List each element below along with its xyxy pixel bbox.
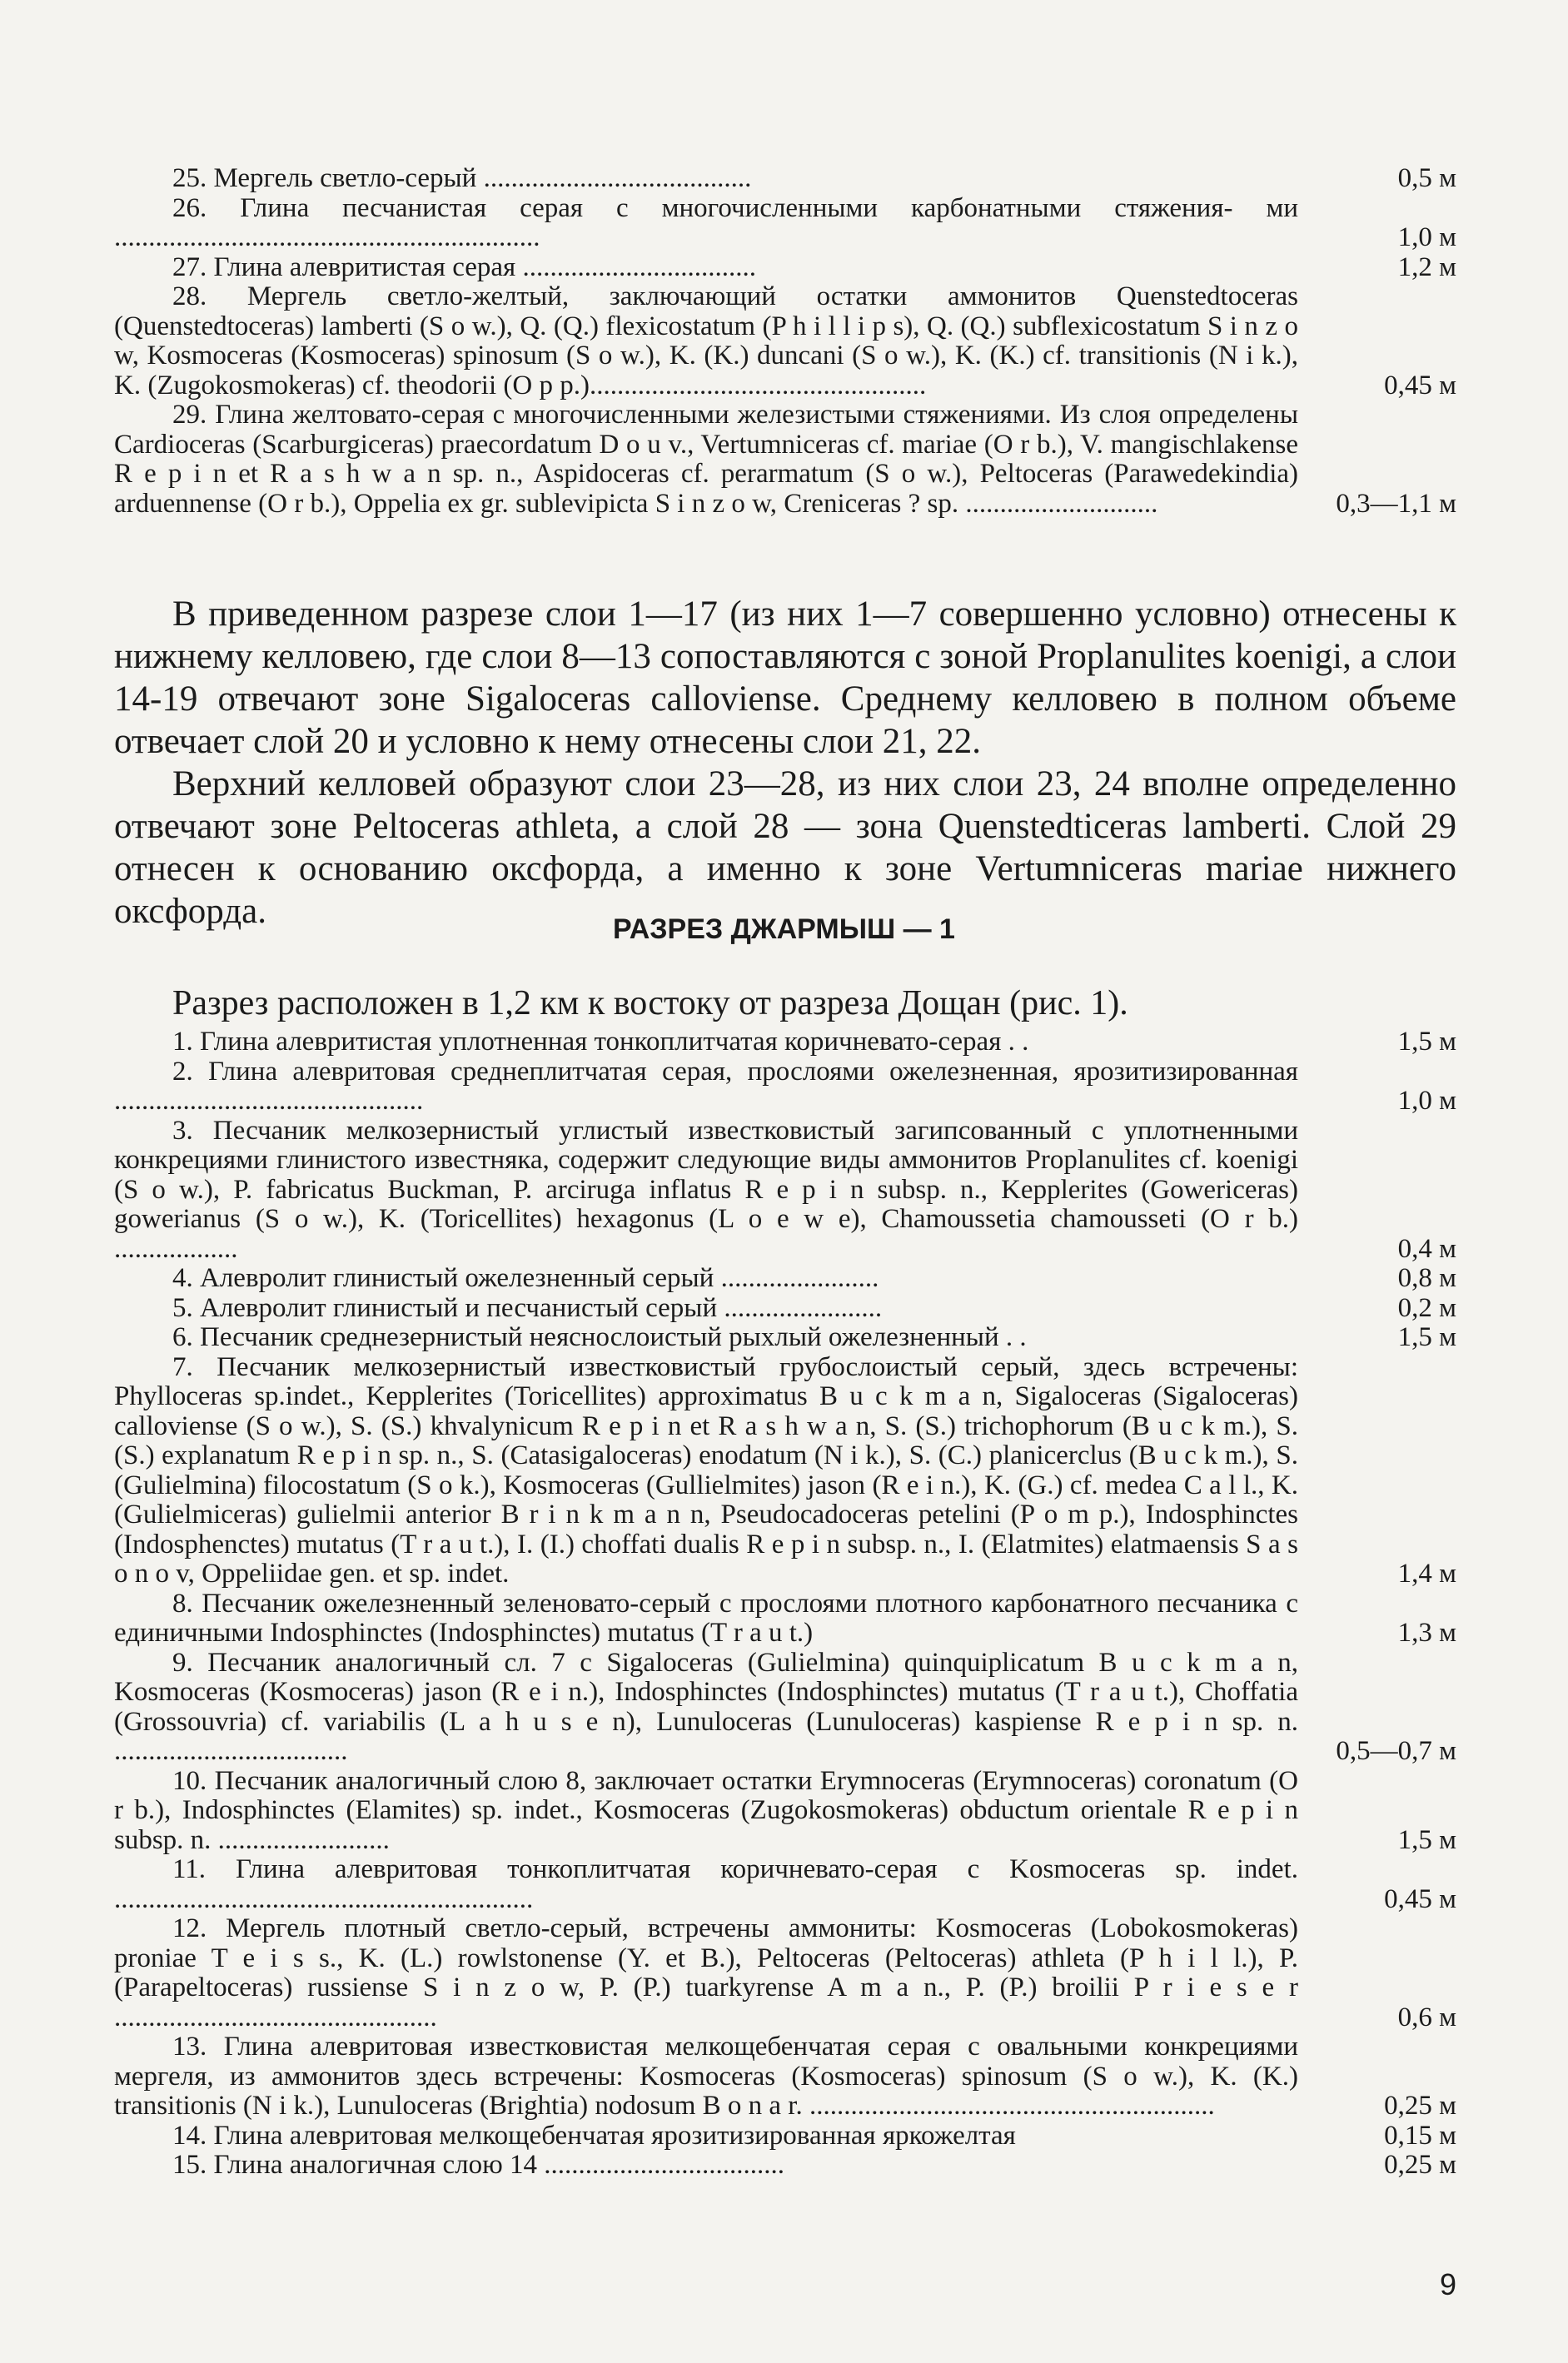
layer-thickness: 1,3 м: [1397, 1618, 1456, 1648]
layer-entry: [114, 2122, 1456, 2152]
layer-list-upper: [114, 164, 1456, 519]
layer-description: 28. Мергель светло-желтый, заключающий остатки аммонитов Quenstedtoceras (Quenstedtoceras) lamberti (S o w.), Q. (Q.) flexicostatum (P h i l l i p s), Q. (Q.) subflexicostatum S i n z o w, Kosmoceras (Kosmoceras) spinosum (S o w.), K. (K.) duncani (S o w.), K. (K.) cf. transitionis (N i k.), K. (Zugokosmokeras) cf. theodorii (O p p.).................................................: [114, 281, 1298, 400]
layer-thickness: 1,2 м: [1397, 251, 1456, 282]
layer-entry: [114, 1294, 1456, 1324]
layer-thickness: 0,45 м: [1384, 1883, 1456, 1914]
section-heading: РАЗРЕЗ ДЖАРМЫШ — 1: [613, 913, 955, 945]
layer-entry: [114, 1855, 1456, 1914]
layer-thickness: 0,5—0,7 м: [1336, 1736, 1456, 1766]
layer-entry: [114, 253, 1456, 283]
layer-description: 12. Мергель плотный светло-серый, встречены аммониты: Kosmoceras (Lobokosmokeras) proniae T e i s s., K. (L.) rowlstonense (Y. et B.), Peltoceras (Peltoceras) athleta (P h i l l.), P. (Parapeltoceras) russiense S i n z o w, P. (P.) tuarkyrense A m a n., P. (P.) broilii P r i e s e r ...............................................: [114, 1913, 1298, 2032]
layer-entry: [114, 1649, 1456, 1767]
layer-thickness: 0,6 м: [1397, 2002, 1456, 2032]
layer-thickness: 1,5 м: [1397, 1824, 1456, 1855]
layer-thickness: 0,45 м: [1384, 370, 1456, 400]
layer-thickness: 1,5 м: [1397, 1322, 1456, 1352]
layer-entry: [114, 400, 1456, 519]
layer-thickness: 0,5 м: [1397, 163, 1456, 193]
layer-description: 25. Мергель светло-серый .......................................: [172, 163, 752, 193]
layer-thickness: 0,4 м: [1397, 1233, 1456, 1264]
layer-description: 26. Глина песчанистая серая с многочисленными карбонатными стяжения- ми ..............................................................: [114, 192, 1298, 252]
layer-description: 27. Глина алевритистая серая ..................................: [172, 251, 756, 282]
layer-list-section: [114, 981, 1456, 2181]
layer-entry: [114, 2032, 1456, 2122]
layer-thickness: 0,2 м: [1397, 1292, 1456, 1323]
layer-description: 10. Песчаник аналогичный слою 8, заключает остатки Erymnoceras (Erymnoceras) coronatum (O r b.), Indosphinctes (Elamites) sp. indet., Kosmoceras (Zugokosmokeras) obductum orientale R e p i n subsp. n. .........................: [114, 1765, 1298, 1855]
layer-description: 15. Глина аналогичная слою 14 ...................................: [172, 2150, 785, 2180]
layer-description: 1. Глина алевритистая уплотненная тонкоплитчатая коричневато-серая . .: [172, 1027, 1029, 1057]
layer-thickness: 0,15 м: [1384, 2120, 1456, 2151]
layer-description: 29. Глина желтовато-серая с многочисленными железистыми стяжениями. Из слоя определены Cardioceras (Scarburgiceras) praecordatum D o u v., Vertumniceras cf. mariae (O r b.), V. mangischlakense R e p i n et R a s h w a n sp. n., Aspidoceras cf. perarmatum (S o w.), Peltoceras (Parawedekindia) arduennense (O r b.), Oppelia ex gr. sublevipicta S i n z o w, Creniceras ? sp. ............................: [114, 400, 1298, 519]
layer-thickness: 1,5 м: [1397, 1027, 1456, 1057]
layer-thickness: 0,8 м: [1397, 1263, 1456, 1293]
layer-entry: [114, 194, 1456, 253]
layer-entry: [114, 164, 1456, 194]
layer-entry: [114, 282, 1456, 400]
layer-thickness: 1,0 м: [1397, 1086, 1456, 1116]
discussion-text: [114, 593, 1456, 933]
layer-entry: [114, 1027, 1456, 1057]
layer-description: 4. Алевролит глинистый ожелезненный серый .......................: [172, 1263, 879, 1293]
layer-thickness: 0,3—1,1 м: [1336, 488, 1456, 519]
layer-description: 11. Глина алевритовая тонкоплитчатая коричневато-серая с Kosmoceras sp. indet. .............................................................: [114, 1854, 1298, 1914]
layer-description: 6. Песчаник среднезернистый неяснослоистый рыхлый ожелезненный . .: [172, 1322, 1027, 1352]
layer-description: 3. Песчаник мелкозернистый углистый известковистый загипсованный с уплотненными конкрециями глинистого известняка, содержит следующие виды аммонитов Proplanulites cf. koenigi (S o w.), P. fabricatus Buckman, P. arciruga inflatus R e p i n subsp. n., Kepplerites (Gowericeras) gowerianus (S o w.), K. (Toricellites) hexagonus (L o e w e), Chamoussetia chamousseti (O r b.) ..................: [114, 1115, 1298, 1264]
paragraph: В приведенном разрезе слои 1—17 (из них 1—7 совершенно условно) отнесены к нижнему келловею, где слои 8—13 сопоставляются с зоной Proplanulites koenigi, а слои 14-19 отвечают зоне Sigaloceras calloviense. Среднему келловею в полном объеме отвечает слой 20 и условно к нему отнесены слои 21, 22.: [114, 594, 1456, 761]
layer-description: 7. Песчаник мелкозернистый известковистый грубослоистый серый, здесь встречены: Phylloceras sp.indet., Kepplerites (Toricellites) approximatus B u c k m a n, Sigaloceras (Sigaloceras) calloviense (S o w.), S. (S.) khvalynicum R e p i n et R a s h w a n, S. (S.) trichophorum (B u c k m.), S. (S.) explanatum R e p i n sp. n., S. (Catasigaloceras) enodatum (N i k.), S. (C.) planicerclus (B u c k m.), S. (Gulielmina) filocostatum (S o k.), Kosmoceras (Gullielmites) jason (R e i n.), K. (G.) cf. medea C a l l., K. (Gulielmiceras) gulielmii anterior B r i n k m a n n, Pseudocadoceras petelini (P o m p.), Indosphinctes (Indosphenctes) mutatus (T r a u t.), I. (I.) choffati dualis R e p i n subsp. n., I. (Elatmites) elatmaensis S a s o n o v, Oppeliidae gen. et sp. indet.: [114, 1351, 1298, 1589]
section-lead: Разрез расположен в 1,2 км к востоку от разреза Дощан (рис. 1).: [172, 984, 1128, 1022]
page-number: 9: [1439, 2267, 1456, 2301]
layer-description: 5. Алевролит глинистый и песчанистый серый .......................: [172, 1292, 883, 1323]
layer-thickness: 1,0 м: [1397, 222, 1456, 252]
layer-description: 9. Песчаник аналогичный сл. 7 с Sigaloceras (Gulielmina) quinquiplicatum B u c k m a n, Kosmoceras (Kosmoceras) jason (R e i n.), Indosphinctes (Indosphinctes) mutatus (T r a u t.), Choffatia (Grossouvria) cf. variabilis (L a h u s e n), Lunuloceras (Lunuloceras) kaspiense R e p i n sp. n. ..................................: [114, 1647, 1298, 1766]
layer-entry: [114, 1353, 1456, 1589]
layer-entry: [114, 1767, 1456, 1856]
layer-entry: [114, 1264, 1456, 1294]
layer-entry: [114, 1057, 1456, 1117]
layer-entry: [114, 1323, 1456, 1353]
layer-description: 14. Глина алевритовая мелкощебенчатая ярозитизированная яркожелтая: [172, 2120, 1016, 2151]
layer-description: 8. Песчаник ожелезненный зеленовато-серый с прослоями плотного карбонатного песчаника с единичными Indosphinctes (Indosphinctes) mutatus (T r a u t.): [114, 1588, 1298, 1648]
paragraph: Верхний келловей образуют слои 23—28, из них слои 23, 24 вполне определенно отвечают зоне Peltoceras athleta, а слой 28 — зона Quenstedticeras lamberti. Слой 29 отнесен к основанию оксфорда, а именно к зоне Vertumniceras mariae нижнего оксфорда.: [114, 764, 1456, 931]
layer-thickness: 0,25 м: [1384, 2150, 1456, 2180]
layer-entry: [114, 1914, 1456, 2032]
layer-entry: [114, 1589, 1456, 1649]
layer-description: 2. Глина алевритовая среднеплитчатая серая, прослоями ожелезненная, ярозитизированная .............................................: [114, 1056, 1298, 1116]
layer-thickness: 1,4 м: [1397, 1559, 1456, 1589]
layer-thickness: 0,25 м: [1384, 2091, 1456, 2121]
layer-entry: [114, 1117, 1456, 1265]
layer-description: 13. Глина алевритовая известковистая мелкощебенчатая серая с овальными конкрециями мергеля, из аммонитов здесь встречены: Kosmoceras (Kosmoceras) spinosum (S o w.), K. (K.) transitionis (N i k.), Lunuloceras (Brightia) nodosum B o n a r. ...........................................................: [114, 2032, 1298, 2121]
layer-entry: [114, 2151, 1456, 2181]
